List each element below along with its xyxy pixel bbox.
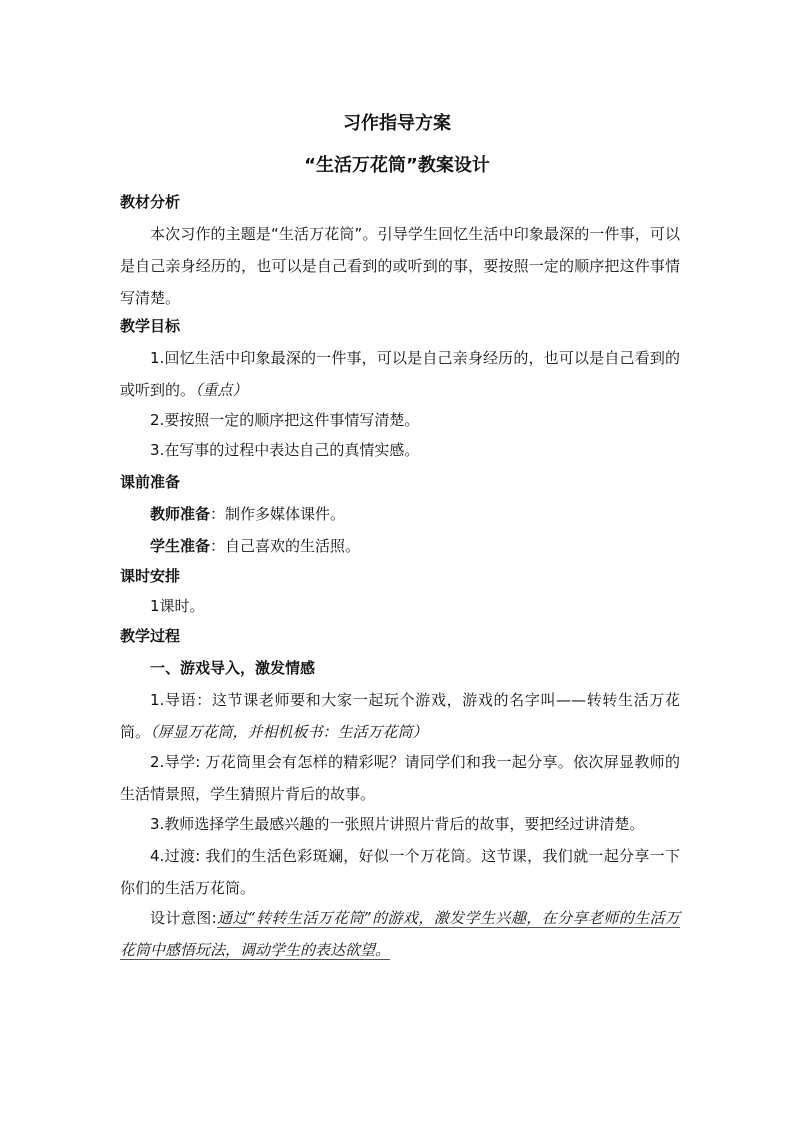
process-step-3: 3.教师选择学生最感兴趣的一张照片讲照片背后的故事，要把经过讲清楚。	[150, 815, 645, 833]
heading-material-analysis: 教材分析	[120, 193, 181, 211]
prep-teacher-label: 教师准备	[150, 505, 211, 523]
document-subtitle: “生活万花筒”教案设计	[304, 155, 490, 176]
process-step-1	[120, 684, 680, 748]
process-step-1-note: （屏显万花筒，并相机板书：生活万花筒）	[150, 723, 428, 741]
goal-item-2: 2.要按照一定的顺序把这件事情写清楚。	[150, 411, 420, 429]
document-title: 习作指导方案	[343, 113, 451, 134]
prep-student-text: ：自己喜欢的生活照。	[210, 537, 361, 555]
goal-item-3: 3.在写事的过程中表达自己的真情实感。	[150, 441, 420, 459]
process-part1-heading: 一、游戏导入，激发情感	[150, 659, 316, 677]
process-step-2: 2.导学: 万花筒里会有怎样的精彩呢？请同学们和我一起分享。依次屏显教师的生活情景照，学生猜照片背后的故事。	[120, 753, 680, 803]
goal-item-1-text: 1.回忆生活中印象最深的一件事，可以是自己亲身经历的，也可以是自己看到的或听到的。	[120, 349, 680, 399]
heading-teaching-process: 教学过程	[120, 627, 181, 645]
goal-item-1-note: （重点）	[195, 381, 248, 399]
schedule-text: 1课时。	[150, 597, 205, 615]
prep-teacher	[120, 498, 680, 530]
prep-teacher-text: ：制作多媒体课件。	[210, 505, 346, 523]
heading-preparation: 课前准备	[120, 473, 181, 491]
design-intent-text: 通过“转转生活万花筒”的游戏，激发学生兴趣，在分享老师的生活万花筒中感悟玩法，调动学生的表达欲望。	[120, 909, 681, 959]
paragraph-material-analysis: 本次习作的主题是“生活万花筒”。引导学生回忆生活中印象最深的一件事，可以是自己亲身经历的，也可以是自己看到的或听到的事，要按照一定的顺序把这件事情写清楚。	[120, 225, 680, 307]
process-step-1-text: 1.导语：这节课老师要和大家一起玩个游戏，游戏的名字叫——转转生活万花筒。	[120, 691, 680, 741]
heading-schedule: 课时安排	[120, 567, 181, 585]
design-intent-label: 设计意图:	[150, 909, 217, 927]
process-step-4: 4.过渡: 我们的生活色彩斑斓，好似一个万花筒。这节课，我们就一起分享一下你们的生活万花筒。	[120, 847, 680, 897]
goal-item-1	[120, 342, 680, 406]
prep-student	[120, 530, 680, 562]
design-intent	[120, 902, 680, 966]
prep-student-label: 学生准备	[150, 537, 211, 555]
heading-teaching-goals: 教学目标	[120, 317, 181, 335]
